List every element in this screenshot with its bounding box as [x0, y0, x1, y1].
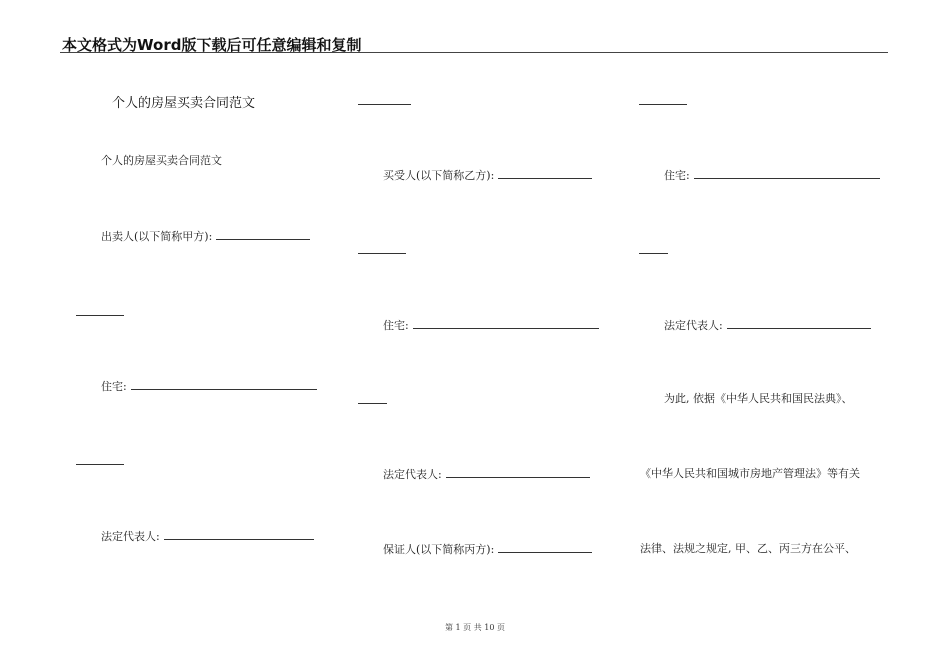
- col2-buyer-line: [383, 168, 592, 183]
- col1-seller-line: [101, 229, 310, 244]
- legal-rep-label: 法定代表人:: [664, 319, 723, 332]
- seller-label: 出卖人(以下简称甲方):: [101, 230, 213, 243]
- col3-address-line: [664, 168, 880, 183]
- address-label: 住宅:: [664, 169, 690, 182]
- legal-rep-blank: [446, 467, 590, 478]
- guarantor-label: 保证人(以下简称丙方):: [383, 543, 495, 556]
- col3-paragraph-line-1: 为此, 依据《中华人民共和国民法典》、: [664, 392, 853, 405]
- col1-legal-rep-line: [101, 529, 314, 544]
- header-title: 本文格式为Word版下载后可任意编辑和复制: [62, 36, 362, 54]
- col2-guarantor-line: [383, 542, 592, 557]
- col2-legal-rep-line: [383, 467, 590, 482]
- header-divider: [60, 52, 888, 53]
- col1-continuation-rule-2: [76, 464, 124, 465]
- col2-continuation-rule-3: [358, 403, 387, 404]
- col2-continuation-rule-1: [358, 104, 411, 105]
- col2-address-line: [383, 318, 599, 333]
- col2-continuation-rule-2: [358, 253, 406, 254]
- buyer-blank: [498, 168, 592, 179]
- col1-continuation-rule-1: [76, 315, 124, 316]
- buyer-label: 买受人(以下简称乙方):: [383, 169, 495, 182]
- col3-paragraph-line-3: 法律、法规之规定, 甲、乙、丙三方在公平、: [640, 542, 856, 555]
- guarantor-blank: [498, 542, 592, 553]
- address-label: 住宅:: [101, 380, 127, 393]
- col3-continuation-rule-1: [639, 104, 687, 105]
- address-label: 住宅:: [383, 319, 409, 332]
- col1-subtitle: 个人的房屋买卖合同范文: [101, 154, 222, 167]
- legal-rep-label: 法定代表人:: [101, 530, 160, 543]
- address-blank: [694, 168, 880, 179]
- col3-paragraph-line-2: 《中华人民共和国城市房地产管理法》等有关: [640, 467, 860, 480]
- seller-blank: [216, 229, 310, 240]
- col3-legal-rep-line: [664, 318, 871, 333]
- address-blank: [413, 318, 599, 329]
- col1-address-line: [101, 379, 317, 394]
- legal-rep-blank: [727, 318, 871, 329]
- page-number-footer: 第 1 页 共 10 页: [445, 623, 505, 632]
- address-blank: [131, 379, 317, 390]
- document-title: 个人的房屋买卖合同范文: [112, 96, 256, 111]
- col3-continuation-rule-2: [639, 253, 668, 254]
- legal-rep-blank: [164, 529, 314, 540]
- legal-rep-label: 法定代表人:: [383, 468, 442, 481]
